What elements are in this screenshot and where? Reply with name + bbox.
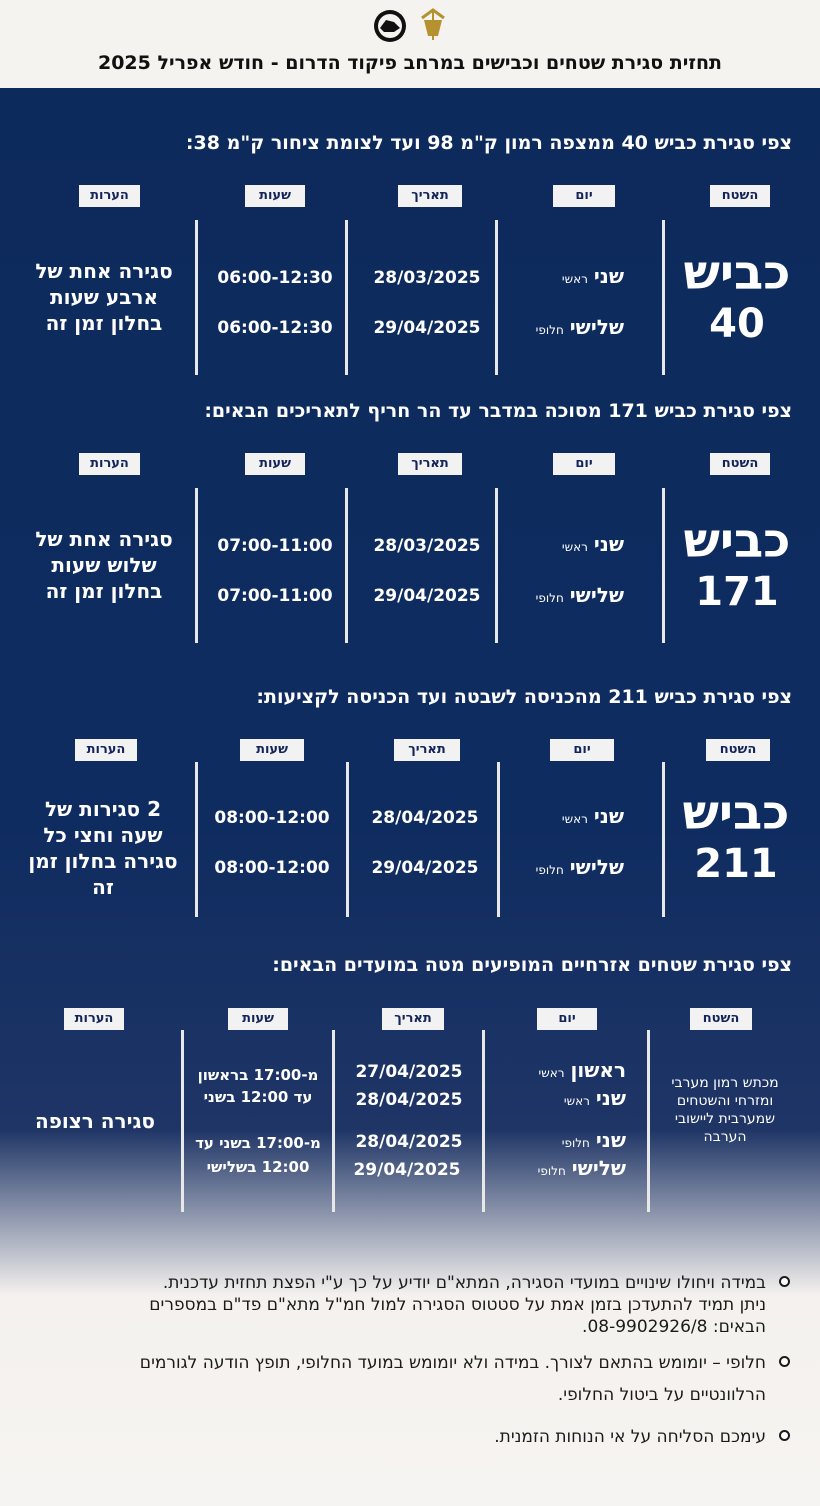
hours-cell: 07:00-11:00 bbox=[217, 536, 333, 556]
date-cell: 28/04/2025 bbox=[371, 808, 479, 828]
divider bbox=[662, 220, 665, 375]
label-date: תאריך bbox=[394, 739, 460, 761]
day-alternate: שלישיחלופי bbox=[535, 855, 624, 879]
label-notes: הערות bbox=[64, 1008, 124, 1030]
label-hours: שעות bbox=[245, 185, 305, 207]
date-cell: 28/03/2025 bbox=[373, 268, 481, 288]
bullet-icon bbox=[779, 1430, 790, 1441]
label-day: יום bbox=[550, 739, 614, 761]
road-word: כביש bbox=[683, 245, 791, 301]
hours-cell: 12:00 בשלישי bbox=[206, 1158, 310, 1176]
date-cell: 27/04/2025 bbox=[355, 1062, 463, 1082]
note: סגירה אחת של שלוש שעות בחלון זמן זה bbox=[35, 527, 173, 603]
divider bbox=[181, 1030, 184, 1212]
footer-item bbox=[90, 1272, 790, 1338]
divider bbox=[195, 762, 198, 917]
label-road: השטח bbox=[706, 739, 770, 761]
divider bbox=[195, 488, 198, 643]
label-day: יום bbox=[553, 453, 615, 475]
section-title: צפי סגירת כביש 40 ממצפה רמון ק"מ 98 ועד לצומת ציחור ק"מ 38: bbox=[185, 132, 792, 154]
note: סגירה רצופה bbox=[34, 1109, 156, 1133]
footer-line: עימכם הסליחה על אי הנוחות הזמנית. bbox=[494, 1427, 766, 1447]
date-cell: 28/03/2025 bbox=[373, 536, 481, 556]
divider bbox=[345, 488, 348, 643]
label-date: תאריך bbox=[398, 453, 462, 475]
label-road: השטח bbox=[710, 453, 770, 475]
day-cell: שניחלופי bbox=[561, 1128, 626, 1152]
label-day: יום bbox=[553, 185, 615, 207]
note: 2 סגירות של שעה וחצי כל סגירה בחלון זמן זה bbox=[28, 797, 178, 899]
label-hours: שעות bbox=[240, 739, 304, 761]
footer-line: ניתן תמיד להתעדכן בזמן אמת על סטטוס הסגירה למול חמ"ל מתא"ם פד"ם במספרים bbox=[149, 1295, 766, 1315]
date-cell: 29/04/2025 bbox=[353, 1160, 461, 1180]
label-day: יום bbox=[537, 1008, 597, 1030]
divider bbox=[482, 1030, 485, 1212]
divider bbox=[647, 1030, 650, 1212]
footer-line: חלופי – יומומש בהתאם לצורך. במידה ולא יומומש במועד החלופי, תופץ הודעה לגורמים bbox=[139, 1353, 766, 1373]
divider bbox=[332, 1030, 335, 1212]
divider bbox=[495, 488, 498, 643]
road-number: 40 bbox=[709, 301, 765, 347]
hours-cell: מ-17:00 בשני עד bbox=[195, 1134, 321, 1152]
divider bbox=[662, 488, 665, 643]
day-primary: שניראשי bbox=[561, 532, 624, 556]
day-primary: שניראשי bbox=[561, 264, 624, 288]
road-number: 211 bbox=[694, 841, 778, 887]
day-alternate: שלישיחלופי bbox=[535, 583, 624, 607]
logos bbox=[372, 6, 452, 46]
divider bbox=[345, 220, 348, 375]
date-cell: 29/04/2025 bbox=[373, 318, 481, 338]
road-word: כביש bbox=[682, 785, 790, 841]
footer-item bbox=[90, 1426, 790, 1448]
road-name bbox=[682, 514, 792, 616]
label-date: תאריך bbox=[398, 185, 462, 207]
day-alternate: שלישיחלופי bbox=[535, 315, 624, 339]
command-emblem-icon bbox=[372, 6, 452, 46]
footer-item bbox=[90, 1352, 790, 1406]
hours-cell: 06:00-12:30 bbox=[217, 318, 333, 338]
label-road: השטח bbox=[690, 1008, 752, 1030]
bullet-icon bbox=[779, 1356, 790, 1367]
date-cell: 28/04/2025 bbox=[355, 1132, 463, 1152]
bullet-icon bbox=[779, 1276, 790, 1287]
day-cell: שניראשי bbox=[563, 1086, 626, 1110]
hours-cell: עד 12:00 בשני bbox=[203, 1088, 313, 1106]
date-cell: 29/04/2025 bbox=[373, 586, 481, 606]
label-hours: שעות bbox=[245, 453, 305, 475]
divider bbox=[495, 220, 498, 375]
label-date: תאריך bbox=[382, 1008, 444, 1030]
hours-cell: 08:00-12:00 bbox=[214, 808, 330, 828]
section-title: צפי סגירת כביש 171 מסוכה במדבר עד הר חריף לתאריכים הבאים: bbox=[204, 400, 792, 422]
area-description: מכתש רמון מערבי ומזרחי והשטחים שמערבית ליישובי הערבה bbox=[671, 1075, 779, 1145]
page-title: תחזית סגירת שטחים וכבישים במרחב פיקוד הדרום - חודש אפריל 2025 bbox=[97, 52, 723, 74]
hours-cell: 08:00-12:00 bbox=[214, 858, 330, 878]
footer-line: במידה ויחולו שינויים במועדי הסגירה, המתא"ם יודיע על כך ע"י הפצת תחזית עדכנית. bbox=[162, 1273, 766, 1293]
day-cell: שלישיחלופי bbox=[537, 1156, 626, 1180]
label-notes: הערות bbox=[79, 185, 140, 207]
footer-line: הבאים: 08-9902926/8. bbox=[582, 1317, 766, 1337]
divider bbox=[346, 762, 349, 917]
hours-cell: 06:00-12:30 bbox=[217, 268, 333, 288]
road-name bbox=[680, 786, 792, 888]
note: סגירה אחת של ארבע שעות בחלון זמן זה bbox=[35, 259, 173, 335]
label-hours: שעות bbox=[228, 1008, 288, 1030]
day-primary: שניראשי bbox=[561, 804, 624, 828]
road-name bbox=[682, 246, 792, 348]
label-notes: הערות bbox=[79, 453, 140, 475]
date-cell: 29/04/2025 bbox=[371, 858, 479, 878]
label-notes: הערות bbox=[75, 739, 137, 761]
divider bbox=[195, 220, 198, 375]
divider bbox=[497, 762, 500, 917]
road-number: 171 bbox=[695, 569, 779, 615]
road-word: כביש bbox=[683, 513, 791, 569]
hours-cell: 07:00-11:00 bbox=[217, 586, 333, 606]
divider bbox=[662, 762, 665, 917]
section-title: צפי סגירת שטחים אזרחיים המופיעים מטה במועדים הבאים: bbox=[272, 954, 792, 976]
footer-line: הרלוונטיים על ביטול החלופי. bbox=[557, 1385, 766, 1405]
hours-cell: מ-17:00 בראשון bbox=[197, 1066, 319, 1084]
date-cell: 28/04/2025 bbox=[355, 1090, 463, 1110]
page-header bbox=[0, 0, 820, 88]
section-title: צפי סגירת כביש 211 מהכניסה לשבטה ועד הכניסה לקציעות: bbox=[256, 686, 792, 708]
day-cell: ראשוןראשי bbox=[538, 1058, 626, 1082]
label-road: השטח bbox=[710, 185, 770, 207]
